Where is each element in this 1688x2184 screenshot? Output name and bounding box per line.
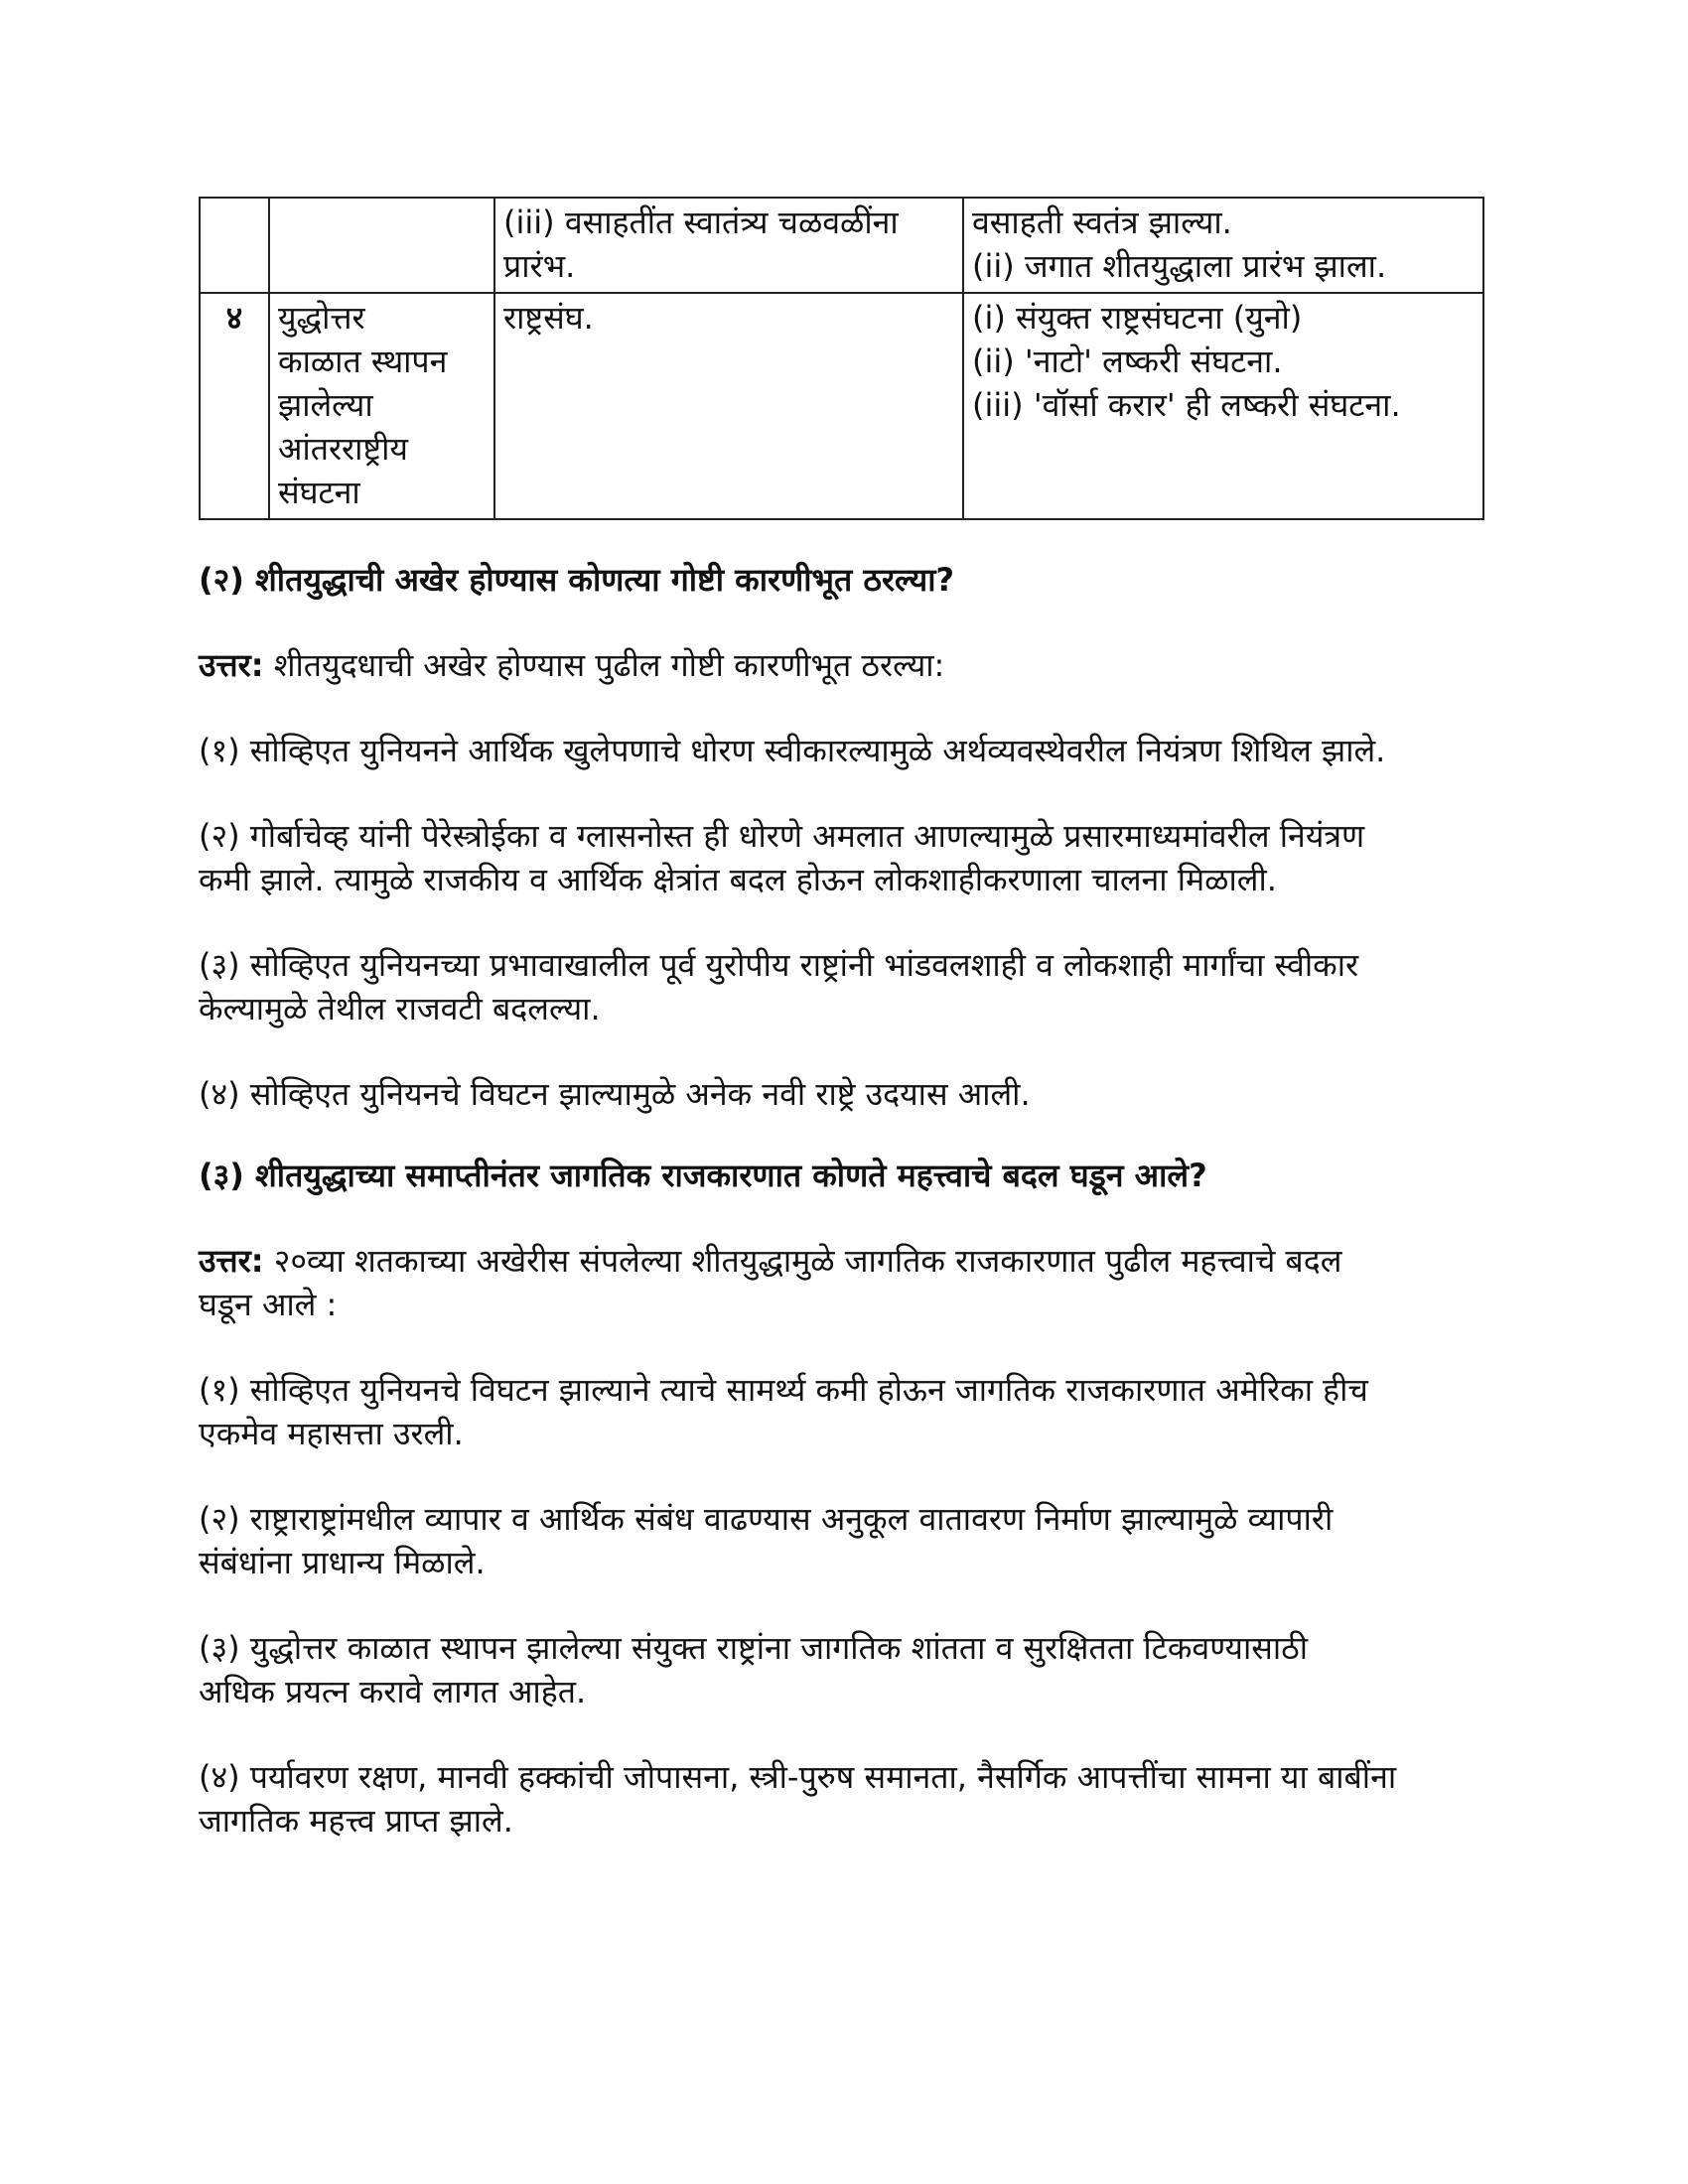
cell-line: काळात स्थापन: [278, 342, 448, 380]
cell-line: झालेल्या: [278, 386, 373, 424]
answer-point: (४) पर्यावरण रक्षण, मानवी हक्कांची जोपासना, स्त्री-पुरुष समानता, नैसर्गिक आपत्तींचा सामना या बाबींना जागतिक महत्त्व प्राप्त झाले.: [199, 1758, 1397, 1840]
answer-intro: [199, 643, 1489, 687]
cell-line: युद्धोत्तर: [278, 299, 365, 337]
table-row: [200, 293, 1483, 519]
topic-cell: [269, 293, 494, 519]
cell-line: वसाहती स्वतंत्र झाल्या.: [972, 204, 1232, 241]
question-heading: (२) शीतयुद्धाची अखेर होण्यास कोणत्या गोष्टी कारणीभूत ठरल्या?: [199, 561, 955, 599]
answer-point: (२) गोर्बाचेव्ह यांनी पेरेस्त्रोईका व ग्लासनोस्त ही धोरणे अमलात आणल्यामुळे प्रसारमाध्यमांवरील नियंत्रण कमी झाले. त्यामुळे राजकीय व आर्थिक क्षेत्रांत बदल होऊन लोकशाहीकरणाला चालना मिळाली.: [199, 817, 1365, 898]
answer-intro-text: शीतयुदधाची अखेर होण्यास पुढील गोष्टी कारणीभूत ठरल्या:: [263, 646, 945, 684]
cell-line: आंतरराष्ट्रीय: [278, 430, 408, 468]
answer-intro: [199, 1239, 1489, 1326]
answer-point: (१) सोव्हिएत युनियनने आर्थिक खुलेपणाचे धोरण स्वीकारल्यामुळे अर्थव्यवस्थेवरील नियंत्रण शिथिल झाले.: [199, 732, 1386, 769]
cell-line: (ii) जगात शीतयुद्धाला प्रारंभ झाला.: [972, 247, 1387, 285]
topic-cell: [269, 198, 494, 293]
cell-line: (iii) वसाहतींत स्वातंत्र्य चळवळींना: [503, 204, 899, 241]
cell-line: राष्ट्रसंघ.: [503, 299, 594, 337]
answer-point: (३) युद्धोत्तर काळात स्थापन झालेल्या संयुक्त राष्ट्रांना जागतिक शांतता व सुरक्षितता टिकवण्यासाठी अधिक प्रयत्न करावे लागत आहेत.: [199, 1629, 1309, 1710]
cause-cell: [494, 293, 963, 519]
cause-cell: [494, 198, 963, 293]
row-number-cell: ४: [200, 293, 269, 519]
cell-line: (ii) 'नाटो' लष्करी संघटना.: [972, 342, 1283, 380]
answer-point: (२) राष्ट्राराष्ट्रांमधील व्यापार व आर्थिक संबंध वाढण्यास अनुकूल वातावरण निर्माण झाल्यामुळे व्यापारी संबंधांना प्राधान्य मिळाले.: [199, 1500, 1334, 1581]
effect-cell: [963, 293, 1483, 519]
question-2-block: [199, 558, 1489, 1116]
answer-intro-text: घडून आले :: [199, 1286, 338, 1323]
answer-intro-text: २०व्या शतकाच्या अखेरीस संपलेल्या शीतयुद्धामुळे जागतिक राजकारणात पुढील महत्त्वाचे बदल: [263, 1242, 1342, 1280]
cell-line: प्रारंभ.: [503, 247, 576, 285]
cell-line: (i) संयुक्त राष्ट्रसंघटना (युनो): [972, 299, 1303, 337]
question-3-block: [199, 1154, 1489, 1843]
row-number-cell: [200, 198, 269, 293]
comparison-table: [199, 197, 1484, 520]
answer-point: (४) सोव्हिएत युनियनचे विघटन झाल्यामुळे अनेक नवी राष्ट्रे उदयास आली.: [199, 1075, 1031, 1113]
table-row: [200, 198, 1483, 293]
cell-line: (iii) 'वॉर्सा करार' ही लष्करी संघटना.: [972, 386, 1401, 424]
document-page: [199, 197, 1489, 1843]
answer-point: (३) सोव्हिएत युनियनच्या प्रभावाखालील पूर्व युरोपीय राष्ट्रांनी भांडवलशाही व लोकशाही मार्गांचा स्वीकार केल्यामुळे तेथील राजवटी बदलल्या.: [199, 946, 1359, 1027]
cell-line: संघटना: [278, 474, 360, 511]
answer-point: (१) सोव्हिएत युनियनचे विघटन झाल्याने त्याचे सामर्थ्य कमी होऊन जागतिक राजकारणात अमेरिका हीच एकमेव महासत्ता उरली.: [199, 1371, 1368, 1452]
answer-label: उत्तर:: [199, 1242, 264, 1280]
effect-cell: [963, 198, 1483, 293]
answer-label: उत्तर:: [199, 646, 264, 684]
question-heading: (३) शीतयुद्धाच्या समाप्तीनंतर जागतिक राजकारणात कोणते महत्त्वाचे बदल घडून आले?: [199, 1157, 1207, 1194]
